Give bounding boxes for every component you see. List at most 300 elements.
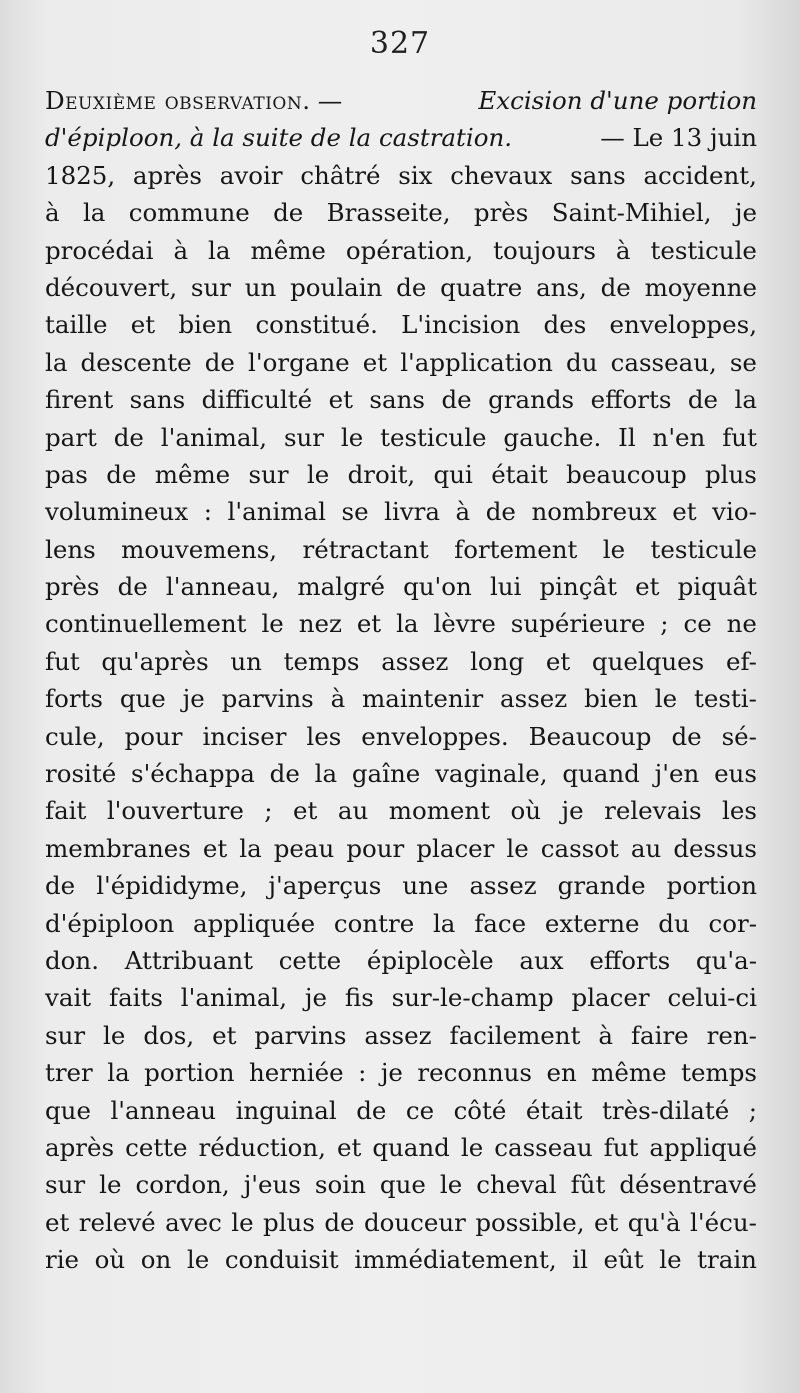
text-line <box>45 1241 757 1278</box>
word: vaginale, <box>435 759 548 789</box>
word: et <box>293 796 318 826</box>
word: casseau, <box>610 347 717 377</box>
word: dessus <box>673 833 757 863</box>
word: avoir <box>219 160 283 190</box>
text-line <box>45 905 757 942</box>
word: cette <box>278 945 342 975</box>
word: une <box>402 871 449 901</box>
word: moment <box>388 796 491 826</box>
word: difficulté <box>201 385 313 415</box>
heading-line <box>45 82 757 119</box>
word: très-dilaté <box>602 1095 730 1125</box>
word: vio- <box>712 497 757 527</box>
word: de <box>600 272 631 302</box>
word: l'animal, <box>160 422 268 452</box>
word: du <box>658 908 690 938</box>
word: à <box>455 497 471 527</box>
word: que <box>119 684 166 714</box>
observation-title-cont: d'épiploon, à la suite de la castration. <box>45 123 513 153</box>
word: faits <box>109 983 163 1013</box>
word: et <box>212 1020 237 1050</box>
word: cor- <box>708 908 757 938</box>
word: fut <box>45 646 80 676</box>
word: sans <box>570 160 626 190</box>
word: et <box>594 1207 619 1237</box>
text-line <box>45 867 757 904</box>
word: en <box>546 1058 577 1088</box>
word: un <box>230 646 262 676</box>
word: efforts <box>590 385 672 415</box>
word: testicule <box>650 235 757 265</box>
word: fût <box>570 1170 606 1200</box>
word: Attribuant <box>124 945 253 975</box>
word: quand <box>562 759 640 789</box>
word: même <box>250 235 326 265</box>
word: ce <box>405 1095 435 1125</box>
text-line <box>45 1129 757 1166</box>
word: relevais <box>604 796 702 826</box>
word: de <box>485 497 516 527</box>
word: il <box>572 1245 588 1275</box>
word: aux <box>519 945 564 975</box>
word: le <box>506 833 529 863</box>
word: la <box>82 198 106 228</box>
word: moyenne <box>644 272 757 302</box>
word: l'anneau <box>110 1095 217 1125</box>
text-line <box>45 792 757 829</box>
word: conduisit <box>224 1245 339 1275</box>
word: enveloppes, <box>609 310 757 340</box>
word: bien <box>584 684 638 714</box>
word: de <box>396 272 427 302</box>
word: après <box>132 160 202 190</box>
word: de <box>204 347 235 377</box>
observation-label: Deuxième observation <box>45 86 303 115</box>
word: où <box>510 796 542 826</box>
word: poulain <box>290 272 383 302</box>
word: cette <box>125 1132 188 1162</box>
word: des <box>543 310 587 340</box>
word: bien <box>178 310 233 340</box>
word: et <box>545 646 571 676</box>
word: de <box>687 385 719 415</box>
text-line <box>45 531 757 568</box>
word: que <box>379 1170 426 1200</box>
word: commune <box>128 198 250 228</box>
word: le <box>186 1245 210 1275</box>
word: toujours <box>493 235 596 265</box>
word: parvins <box>254 1020 347 1050</box>
word: à <box>598 1020 613 1050</box>
word: même <box>591 1058 667 1088</box>
word: de <box>269 759 300 789</box>
word: trer <box>45 1058 93 1088</box>
word: inciser <box>202 721 287 751</box>
text-line <box>45 1204 757 1241</box>
word: fut <box>722 422 757 452</box>
word: la <box>107 1058 130 1088</box>
paragraph <box>45 157 757 1279</box>
word: : <box>358 1058 367 1088</box>
word: près <box>45 572 100 602</box>
word: était <box>491 459 548 489</box>
word: Brasseite, <box>326 198 451 228</box>
word: Saint-Mihiel, <box>551 198 712 228</box>
word: constitué. <box>255 310 378 340</box>
word: gaîne <box>351 759 421 789</box>
word: lèvre <box>433 609 496 639</box>
observation-date-start: — Le 13 juin <box>600 123 757 153</box>
word: pour <box>124 721 183 751</box>
text-line <box>45 1054 757 1091</box>
word: portion <box>666 871 757 901</box>
word: supérieure <box>510 609 646 639</box>
word: celui-ci <box>667 983 757 1013</box>
word: pas <box>45 459 88 489</box>
word: sur <box>248 459 289 489</box>
word: l'animal, <box>180 983 288 1013</box>
word: de <box>117 572 148 602</box>
word: opération, <box>345 235 474 265</box>
word: ; <box>660 609 669 639</box>
word: assez <box>381 646 449 676</box>
word: la <box>432 908 456 938</box>
text-line <box>45 232 757 269</box>
word: le <box>340 422 364 452</box>
word: parvins <box>221 684 314 714</box>
word: ; <box>748 1095 757 1125</box>
word: je <box>182 684 205 714</box>
word: cordon, <box>135 1170 230 1200</box>
word: le <box>659 1245 682 1275</box>
word: plus <box>263 1207 315 1237</box>
word: long <box>470 646 525 676</box>
word: la <box>314 759 338 789</box>
word: externe <box>544 908 640 938</box>
word: à <box>615 235 631 265</box>
word: grande <box>557 871 646 901</box>
word: sur <box>283 422 325 452</box>
word: rie <box>45 1245 80 1275</box>
word: malgré <box>297 572 385 602</box>
word: les <box>721 796 757 826</box>
word: part <box>45 422 97 452</box>
text-line <box>45 381 757 418</box>
word: j'en <box>654 759 700 789</box>
word: herniée <box>249 1058 344 1088</box>
word: quand <box>372 1132 450 1162</box>
word: la <box>396 609 419 639</box>
text-line <box>45 306 757 343</box>
word: L'incision <box>401 310 521 340</box>
word: le <box>231 1207 254 1237</box>
text-line <box>45 979 757 1016</box>
word: quatre <box>440 272 523 302</box>
word: on <box>140 1245 172 1275</box>
word: : <box>203 497 212 527</box>
word: temps <box>283 646 360 676</box>
word: descente <box>80 347 192 377</box>
word: les <box>306 721 342 751</box>
word: livra <box>384 497 440 527</box>
word: le <box>439 1170 463 1200</box>
word: l'application <box>400 347 553 377</box>
word: relevé <box>78 1207 156 1237</box>
word: et <box>336 1132 362 1162</box>
word: placer <box>571 983 650 1013</box>
text-line <box>45 493 757 530</box>
word: pour <box>346 833 405 863</box>
word: et <box>356 609 382 639</box>
word: sur <box>190 272 231 302</box>
heading-dash: . — <box>302 86 343 115</box>
word: côté <box>453 1095 507 1125</box>
word: je <box>304 983 328 1013</box>
word: et <box>130 310 156 340</box>
word: rosité <box>45 759 117 789</box>
word: à <box>45 198 60 228</box>
word: continuellement <box>45 609 247 639</box>
word: ne <box>726 609 757 639</box>
word: pinçât <box>539 572 617 602</box>
word: sans <box>129 385 186 415</box>
word: appliquée <box>193 908 316 938</box>
word: du <box>566 347 598 377</box>
word: ans, <box>536 272 587 302</box>
word: le <box>99 1170 122 1200</box>
word: de <box>113 422 144 452</box>
text-line <box>45 344 757 381</box>
word: testi- <box>694 684 757 714</box>
word: 1825, <box>45 160 116 190</box>
word: eût <box>603 1245 644 1275</box>
word: le <box>261 609 284 639</box>
word: et <box>635 572 660 602</box>
word: ce <box>683 609 712 639</box>
word: temps <box>681 1058 757 1088</box>
text-line <box>45 194 757 231</box>
word: droit, <box>347 459 416 489</box>
word: je <box>734 198 757 228</box>
word: le <box>602 534 626 564</box>
word: eus <box>714 759 757 789</box>
text-line <box>45 755 757 792</box>
word: ren- <box>706 1020 757 1050</box>
word: de <box>356 1095 387 1125</box>
word: où <box>94 1245 126 1275</box>
word: quelques <box>591 646 705 676</box>
word: qu'après <box>101 646 209 676</box>
word: taille <box>45 310 108 340</box>
word: enveloppes. <box>361 721 509 751</box>
word: qu'à <box>627 1207 681 1237</box>
word: beaucoup <box>566 459 687 489</box>
word: vait <box>45 983 92 1013</box>
word: l'organe <box>248 347 350 377</box>
word: et <box>362 347 388 377</box>
text-line <box>45 419 757 456</box>
word: ef- <box>725 646 757 676</box>
word: cheval <box>476 1170 557 1200</box>
observation-title: Excision d'une portion <box>478 86 757 115</box>
word: sur <box>45 1020 86 1050</box>
word: dos, <box>143 1020 195 1050</box>
word: fortement <box>454 534 578 564</box>
word: de <box>324 1207 355 1237</box>
word: assez <box>500 684 568 714</box>
word: fut <box>603 1132 639 1162</box>
word: soin <box>314 1170 366 1200</box>
word: l'épididyme, <box>96 871 248 901</box>
word: train <box>697 1245 757 1275</box>
text-line <box>45 269 757 306</box>
word: casseau <box>494 1132 593 1162</box>
word: facilement <box>449 1020 581 1050</box>
word: à <box>330 684 346 714</box>
text-line <box>45 456 757 493</box>
word: lui <box>489 572 522 602</box>
word: immédiatement, <box>354 1245 557 1275</box>
text-line <box>45 1017 757 1054</box>
word: de <box>441 385 472 415</box>
word: se <box>729 347 757 377</box>
word: la <box>734 385 757 415</box>
word: l'écu- <box>690 1207 757 1237</box>
word: testicule <box>380 422 487 452</box>
text-line <box>45 568 757 605</box>
word: sé- <box>721 721 757 751</box>
word: l'anneau, <box>165 572 280 602</box>
word: épiplocèle <box>366 945 494 975</box>
word: j'aperçus <box>268 871 382 901</box>
text-line <box>45 942 757 979</box>
text-line <box>45 157 757 194</box>
word: qu'a- <box>695 945 757 975</box>
text-line <box>45 830 757 867</box>
word: je <box>380 1058 403 1088</box>
word: procédai <box>45 235 154 265</box>
word: après <box>45 1132 115 1162</box>
word: assez <box>469 871 537 901</box>
word: efforts <box>589 945 671 975</box>
word: testicule <box>650 534 757 564</box>
word: était <box>525 1095 583 1125</box>
word: au <box>337 796 369 826</box>
word: accident, <box>643 160 757 190</box>
text-line <box>45 643 757 680</box>
word: au <box>630 833 662 863</box>
word: le <box>654 684 678 714</box>
word: sur <box>45 1170 86 1200</box>
word: portion <box>144 1058 235 1088</box>
word: d'épiploon <box>45 908 175 938</box>
word: désentravé <box>619 1170 757 1200</box>
page-number: 327 <box>369 26 431 61</box>
text-line <box>45 1092 757 1129</box>
word: placer <box>416 833 495 863</box>
word: se <box>341 497 369 527</box>
word: don. <box>45 945 100 975</box>
word: nombreux <box>531 497 657 527</box>
word: découvert, <box>45 272 178 302</box>
word: le <box>103 1020 126 1050</box>
word: cassot <box>540 833 619 863</box>
body-text <box>45 82 757 1279</box>
word: l'animal <box>227 497 326 527</box>
word: face <box>474 908 527 938</box>
word: appliqué <box>649 1132 757 1162</box>
word: faire <box>630 1020 689 1050</box>
word: le <box>460 1132 484 1162</box>
word: plus <box>705 459 757 489</box>
word: six <box>398 160 433 190</box>
word: et <box>328 385 353 415</box>
word: qui <box>433 459 473 489</box>
word: mouvemens, <box>121 534 278 564</box>
word: et <box>45 1207 70 1237</box>
word: ; <box>264 796 273 826</box>
text-line <box>45 605 757 642</box>
word: sur-le-champ <box>391 983 554 1013</box>
text-line <box>45 680 757 717</box>
word: reconnus <box>417 1058 532 1088</box>
word: la <box>239 833 262 863</box>
word: j'eus <box>243 1170 301 1200</box>
word: la <box>45 347 68 377</box>
word: Beaucoup <box>528 721 652 751</box>
word: cule, <box>45 721 105 751</box>
word: nez <box>298 609 342 639</box>
word: volumineux <box>45 497 189 527</box>
word: fis <box>344 983 374 1013</box>
word: à <box>173 235 189 265</box>
word: près <box>473 198 529 228</box>
word: de <box>273 198 304 228</box>
word: maintenir <box>362 684 484 714</box>
word: n'en <box>652 422 706 452</box>
word: gauche. <box>503 422 602 452</box>
word: un <box>244 272 277 302</box>
word: que <box>45 1095 91 1125</box>
word: possible, <box>475 1207 585 1237</box>
word: avec <box>165 1207 222 1237</box>
word: inguinal <box>235 1095 337 1125</box>
text-line <box>45 1166 757 1203</box>
word: douceur <box>363 1207 466 1237</box>
word: Il <box>618 422 636 452</box>
word: de <box>45 871 76 901</box>
word: sans <box>369 385 425 415</box>
word: rétractant <box>302 534 429 564</box>
word: même <box>154 459 231 489</box>
word: lens <box>45 534 96 564</box>
word: assez <box>364 1020 432 1050</box>
word: chevaux <box>450 160 553 190</box>
word: le <box>306 459 330 489</box>
word: s'échappa <box>131 759 255 789</box>
word: peau <box>273 833 335 863</box>
heading-line-2 <box>45 119 757 156</box>
word: et <box>202 833 228 863</box>
word: réduction, <box>198 1132 326 1162</box>
word: contre <box>333 908 415 938</box>
word: forts <box>45 684 103 714</box>
word: membranes <box>45 833 191 863</box>
word: et <box>672 497 697 527</box>
word: de <box>671 721 702 751</box>
word: châtré <box>300 160 381 190</box>
word: je <box>561 796 584 826</box>
